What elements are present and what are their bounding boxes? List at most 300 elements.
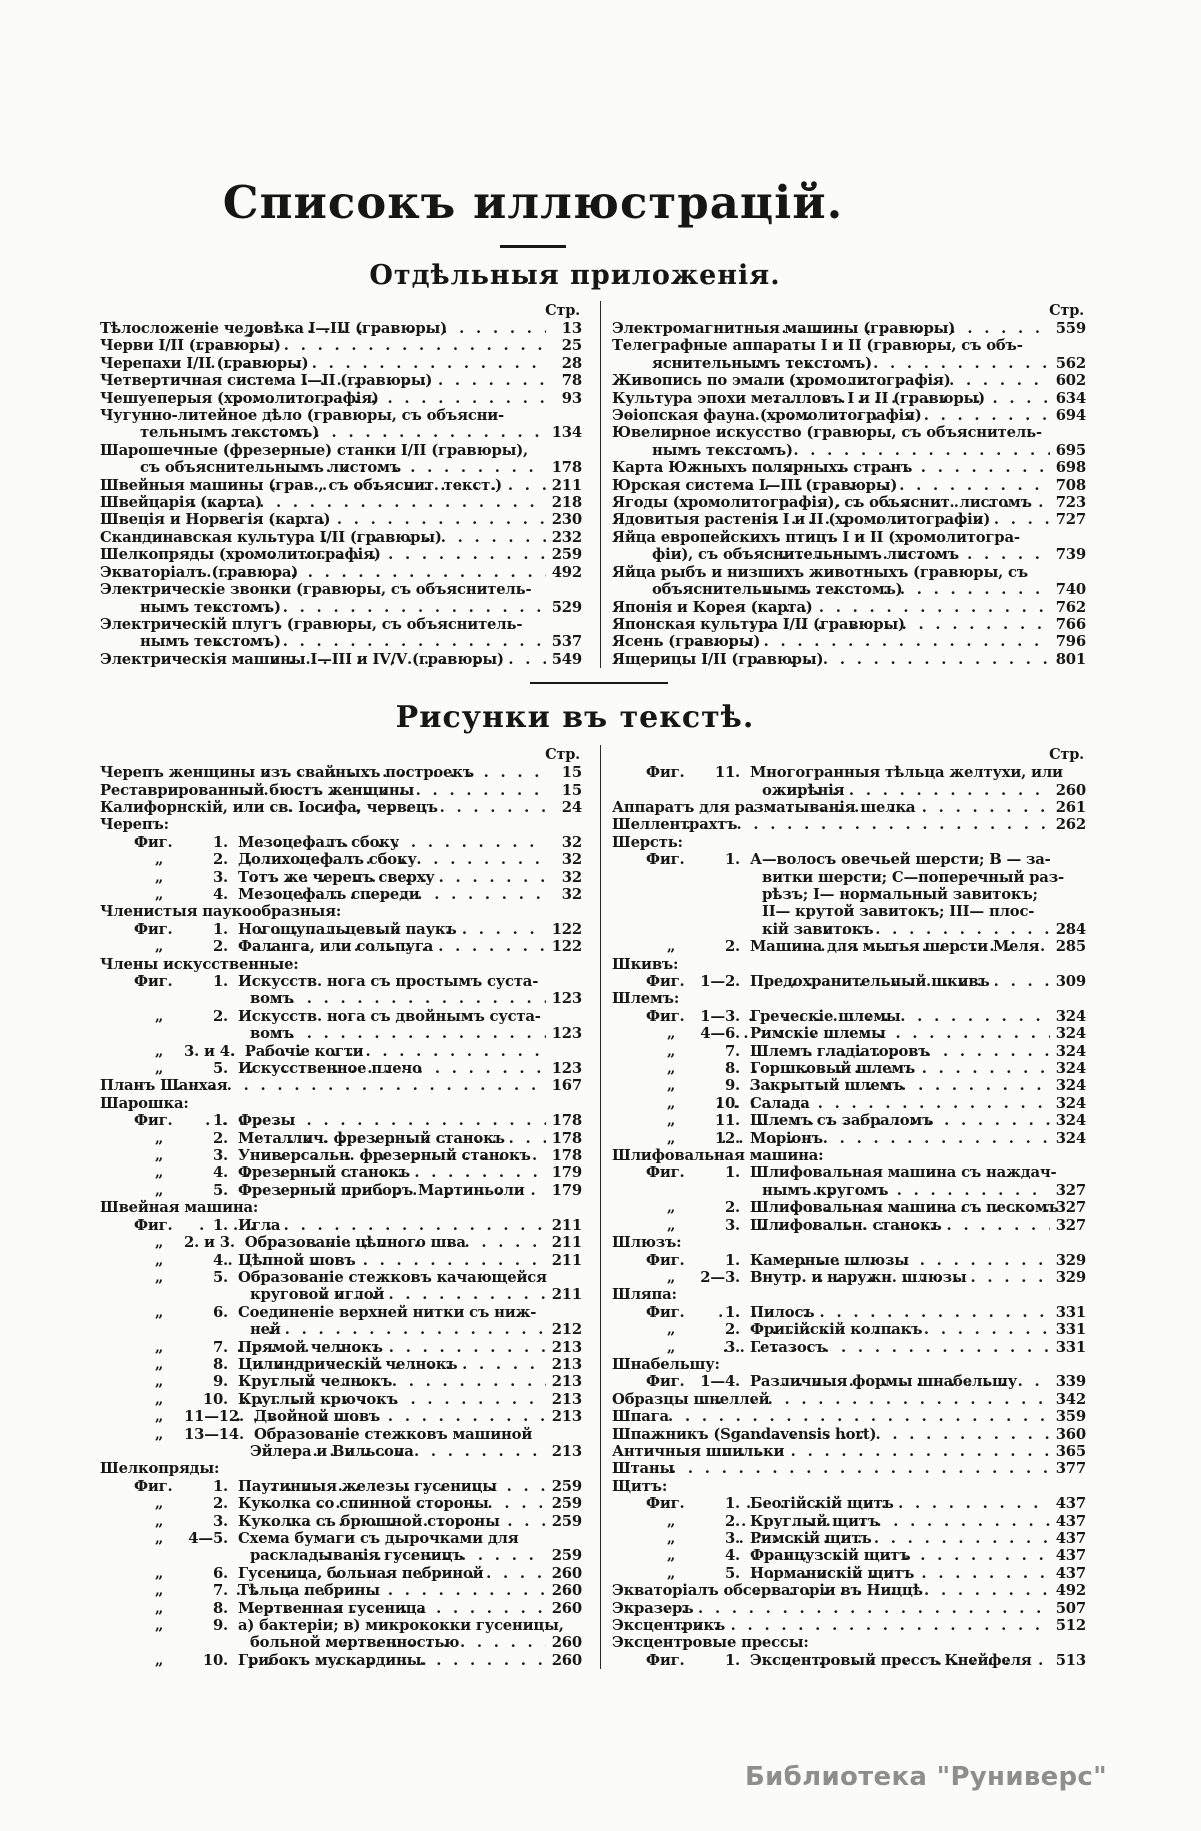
toc-line xyxy=(100,1634,582,1651)
toc-page-number: 437 xyxy=(1055,1564,1086,1582)
toc-label xyxy=(250,1025,294,1043)
toc-page-number: 329 xyxy=(1055,1251,1086,1269)
toc-line xyxy=(612,1025,1086,1042)
toc-entry-text: круговой иглой xyxy=(250,1286,385,1304)
toc-line xyxy=(612,1130,1086,1147)
toc-label xyxy=(612,1651,1032,1669)
toc-list xyxy=(612,320,1086,668)
toc-entry-text: Схема бумаги съ дырочками для xyxy=(238,1530,519,1547)
toc-label xyxy=(612,1060,916,1078)
toc-label xyxy=(100,1060,422,1078)
figure-number: 3. xyxy=(724,1216,740,1234)
dot-leader xyxy=(261,1565,546,1582)
page-title: Списокъ иллюстрацій. xyxy=(222,176,844,229)
dot-leader xyxy=(675,1617,1050,1634)
toc-label xyxy=(100,920,457,938)
toc-entry-text: Швейцарія (карта) xyxy=(100,494,262,512)
figure-prefix: Фиг. xyxy=(646,1495,685,1513)
toc-label xyxy=(612,320,956,337)
dot-leader xyxy=(756,1217,1050,1234)
toc-line xyxy=(100,921,582,938)
figure-prefix: „ xyxy=(666,1216,676,1234)
figure-prefix: „ xyxy=(154,1268,164,1286)
figure-number: 10. xyxy=(202,1390,228,1408)
toc-label xyxy=(100,563,299,581)
toc-page-number: 377 xyxy=(1055,1460,1086,1478)
figure-number: 2. xyxy=(212,938,228,956)
toc-label xyxy=(612,1147,823,1164)
toc-entry-text: Яйца европейскихъ птицъ I и II (хромолитогра- xyxy=(612,528,1020,546)
toc-page-number: 727 xyxy=(1055,511,1086,529)
toc-line xyxy=(612,1339,1086,1356)
toc-label xyxy=(140,633,281,651)
dot-leader xyxy=(758,372,1050,389)
figure-number: 10. xyxy=(202,1651,228,1669)
dot-leader xyxy=(741,1495,1050,1512)
dot-leader xyxy=(738,1025,1050,1042)
toc-entry-text: Французскій щитъ xyxy=(750,1547,911,1565)
dot-leader xyxy=(223,1252,546,1269)
toc-entry-text: раскладыванія гусеницъ xyxy=(250,1547,464,1565)
toc-line xyxy=(100,1252,582,1269)
toc-entry-text: Искусственное плечо xyxy=(238,1060,422,1078)
dot-leader xyxy=(803,921,1050,938)
toc-entry-text: Тотъ же черепъ сверху xyxy=(238,868,435,886)
toc-entry-text: Живопись по эмали (хромолитографія) xyxy=(612,372,951,390)
toc-entry-text: Электрическія машины I—III и IV/V (гравюры) xyxy=(100,650,504,668)
toc-label xyxy=(762,869,1064,886)
toc-entry-text: яснительнымъ текстомъ) xyxy=(652,354,872,372)
toc-line xyxy=(100,1269,582,1286)
toc-line xyxy=(100,599,582,616)
figure-prefix: „ xyxy=(666,1077,676,1095)
figure-number: 8. xyxy=(212,1355,228,1373)
toc-label xyxy=(100,973,538,990)
toc-label xyxy=(100,816,169,833)
toc-page-number: 708 xyxy=(1055,476,1086,494)
toc-entry-text: Чешуеперыя (хромолитографія) xyxy=(100,389,379,407)
toc-label xyxy=(612,764,1063,781)
dot-leader xyxy=(776,546,1050,563)
figure-prefix: „ xyxy=(154,1251,164,1269)
figure-prefix: „ xyxy=(666,938,676,956)
toc-page-number: 260 xyxy=(551,1564,582,1582)
toc-entry-text: Черви I/II (гравюры) xyxy=(100,337,281,355)
toc-label xyxy=(100,1338,383,1356)
toc-label xyxy=(100,1095,189,1112)
toc-line xyxy=(100,1530,582,1547)
figure-prefix: Фиг. xyxy=(646,1164,685,1182)
figure-number: 4. xyxy=(212,885,228,903)
figure-prefix: „ xyxy=(666,1094,676,1112)
figure-prefix: „ xyxy=(154,1408,164,1426)
dot-leader xyxy=(681,816,1050,833)
figure-number: 5. xyxy=(212,1060,228,1078)
toc-label xyxy=(612,1390,770,1408)
toc-entry-text: Фригійскій колпакъ xyxy=(750,1321,923,1339)
toc-page-number: 327 xyxy=(1055,1216,1086,1234)
figure-number: 7. xyxy=(724,1042,740,1060)
toc-label xyxy=(612,1460,675,1478)
toc-label xyxy=(100,1373,393,1391)
figure-number: 5. xyxy=(212,1181,228,1199)
section-1-right-column xyxy=(612,301,1086,668)
toc-entry-text: Шлифовальная машина съ наждач- xyxy=(750,1164,1057,1182)
toc-list xyxy=(612,764,1086,1669)
figure-number: 3. xyxy=(212,868,228,886)
dot-leader xyxy=(267,1130,546,1147)
toc-label xyxy=(612,1164,1056,1181)
dot-leader xyxy=(747,459,1050,476)
toc-label xyxy=(612,337,1023,354)
figure-number: 2—3. xyxy=(700,1268,740,1286)
toc-page-number: 167 xyxy=(551,1077,582,1095)
toc-entry-text: Экваторіалъ обсерваторіи въ Ниццѣ xyxy=(612,1582,923,1600)
toc-label xyxy=(100,1304,536,1321)
toc-entry-text: Горшковый шлемъ xyxy=(750,1060,916,1078)
figure-prefix: Фиг. xyxy=(646,1251,685,1269)
figure-prefix: Фиг. xyxy=(646,1303,685,1321)
toc-entry-text: больной мертвенностью xyxy=(250,1634,460,1652)
toc-label xyxy=(100,1077,228,1095)
toc-line xyxy=(612,1321,1086,1338)
figure-number: 7. xyxy=(212,1582,228,1600)
toc-line xyxy=(100,1356,582,1373)
dot-leader xyxy=(236,1391,546,1408)
toc-page-number: 211 xyxy=(551,1286,582,1304)
toc-group-heading xyxy=(100,903,582,920)
toc-label xyxy=(612,956,678,973)
toc-line xyxy=(612,851,1086,868)
figure-prefix: Фиг. xyxy=(646,764,685,782)
toc-label xyxy=(100,581,531,598)
dot-leader xyxy=(748,799,1050,816)
toc-line xyxy=(612,1304,1086,1321)
dot-leader xyxy=(225,424,546,441)
toc-line xyxy=(100,546,582,563)
dot-leader xyxy=(245,1652,546,1669)
toc-entry-text: тельнымъ текстомъ) xyxy=(140,424,319,442)
dot-leader xyxy=(243,886,546,903)
section-1-columns xyxy=(0,301,1201,668)
toc-page-number: 213 xyxy=(551,1338,582,1356)
figure-number: 9. xyxy=(724,1077,740,1095)
toc-entry-text: рѣзъ; I— нормальный завитокъ; xyxy=(762,885,1038,903)
figure-prefix: „ xyxy=(154,1147,164,1165)
figure-number: 11. xyxy=(714,764,740,782)
toc-entry-text: Ясень (гравюры) xyxy=(612,633,761,651)
toc-label xyxy=(612,372,951,390)
toc-list xyxy=(100,764,582,1669)
toc-label xyxy=(612,407,922,425)
toc-label xyxy=(100,1129,505,1147)
dot-leader xyxy=(759,320,1050,337)
toc-entry-text: ожирѣнія xyxy=(762,781,845,799)
toc-page-number: 762 xyxy=(1055,598,1086,616)
toc-entry-text: Шлифовальная машина съ пескомъ xyxy=(750,1199,1059,1217)
toc-line xyxy=(612,1182,1086,1199)
toc-entry-text: Искусств. нога съ простымъ суста- xyxy=(238,973,539,990)
toc-page-number: 260 xyxy=(551,1634,582,1652)
dot-leader xyxy=(659,1600,1050,1617)
figure-number: 1. xyxy=(724,1495,740,1513)
toc-line xyxy=(612,782,1086,799)
toc-line xyxy=(100,1339,582,1356)
toc-page-number: 324 xyxy=(1055,1112,1086,1130)
dot-leader xyxy=(230,390,546,407)
toc-label xyxy=(762,886,1038,903)
toc-entry-text: Шлифовальная машина: xyxy=(612,1147,824,1165)
toc-line xyxy=(100,886,582,903)
figure-number: 9. xyxy=(212,1373,228,1391)
toc-label xyxy=(100,1181,525,1199)
dot-leader xyxy=(712,599,1050,616)
dot-leader xyxy=(231,1408,546,1425)
figure-prefix: Фиг. xyxy=(646,973,685,990)
toc-entry-text: Ядовитыя растенія I и II (хромолитографіи) xyxy=(612,511,991,529)
toc-page-number: 213 xyxy=(551,1355,582,1373)
toc-page-number: 309 xyxy=(1055,973,1086,990)
toc-line xyxy=(612,477,1086,494)
figure-prefix: „ xyxy=(154,1355,164,1373)
dot-leader xyxy=(210,599,546,616)
toc-label xyxy=(100,1651,427,1669)
toc-label xyxy=(612,1356,720,1373)
toc-page-number: 796 xyxy=(1055,633,1086,651)
figure-number: 2. xyxy=(724,938,740,956)
dot-leader xyxy=(753,1112,1050,1129)
toc-list xyxy=(100,320,582,668)
toc-label xyxy=(100,476,502,494)
dot-leader xyxy=(750,1582,1050,1599)
dot-leader xyxy=(769,973,1050,990)
toc-entry-text: Универсальн. фрезерный станокъ xyxy=(238,1147,531,1165)
toc-label xyxy=(100,650,504,668)
toc-label xyxy=(612,1408,669,1426)
figure-number: 2. и 3. xyxy=(184,1234,235,1252)
toc-page-number: 261 xyxy=(1055,798,1086,816)
toc-entry-text: вомъ xyxy=(250,1025,294,1043)
figure-number: 1—3. xyxy=(700,1007,740,1025)
toc-label xyxy=(100,1477,497,1495)
toc-line xyxy=(612,816,1086,833)
dot-leader xyxy=(744,1077,1050,1094)
dot-leader xyxy=(194,337,546,354)
toc-entry-text: Аппаратъ для разматыванія шелка xyxy=(612,798,916,816)
toc-label xyxy=(250,1442,414,1460)
toc-line xyxy=(612,616,1086,633)
toc-label xyxy=(100,616,522,633)
toc-label xyxy=(612,1199,1059,1217)
toc-entry-text: Грибокъ мускардины. xyxy=(238,1651,427,1669)
toc-page-number: 32 xyxy=(561,851,582,869)
toc-label xyxy=(612,1599,694,1617)
toc-entry-text: нымъ текстомъ) xyxy=(140,633,281,651)
toc-line xyxy=(100,938,582,955)
toc-group-heading xyxy=(612,1147,1086,1164)
figure-number: 5. xyxy=(724,1564,740,1582)
toc-label xyxy=(100,1460,219,1477)
dot-leader xyxy=(786,1199,1050,1216)
dot-leader xyxy=(721,442,1050,459)
toc-page-number: 25 xyxy=(561,337,582,355)
toc-line xyxy=(100,337,582,354)
toc-label xyxy=(612,1042,930,1060)
toc-entry-text: Круглый челнокъ xyxy=(238,1373,393,1391)
toc-label xyxy=(250,990,294,1008)
toc-label xyxy=(652,354,872,372)
toc-label xyxy=(100,407,504,424)
figure-number: 13—14. xyxy=(184,1425,244,1443)
toc-entry-text: Скандинавская культура I/II (гравюры) xyxy=(100,528,442,546)
dot-leader xyxy=(247,372,546,389)
toc-line xyxy=(612,581,1086,598)
toc-line xyxy=(100,1652,582,1669)
toc-page-number: 123 xyxy=(551,990,582,1008)
toc-entry-text: Машина для мытья шерсти Меля xyxy=(750,938,1040,956)
dot-leader xyxy=(649,1460,1050,1477)
toc-label xyxy=(100,1008,541,1025)
toc-line xyxy=(100,407,582,424)
toc-line xyxy=(612,1077,1086,1094)
toc-entry-text: Моріонъ xyxy=(750,1129,823,1147)
toc-page-number: 122 xyxy=(551,938,582,956)
toc-entry-text: Римскій щитъ xyxy=(750,1530,872,1547)
dot-leader xyxy=(237,834,546,851)
toc-entry-text: Шелкопряды (хромолитографія) xyxy=(100,546,381,564)
figure-prefix: „ xyxy=(154,1129,164,1147)
toc-entry-text: Куколка со спинной стороны xyxy=(238,1495,489,1513)
toc-entry-text: витки шерсти; С—поперечный раз- xyxy=(762,868,1064,886)
toc-page-number: 134 xyxy=(551,424,582,442)
toc-entry-text: съ объяснительнымъ листомъ xyxy=(140,459,401,477)
dot-leader xyxy=(268,1025,546,1042)
figure-number: 8. xyxy=(212,1599,228,1617)
toc-label xyxy=(100,1199,258,1216)
toc-entry-text: Японія и Корея (карта) xyxy=(612,598,813,616)
figure-number: 1. xyxy=(212,1477,228,1495)
toc-page-number: 213 xyxy=(551,1373,582,1391)
figure-number: 1. xyxy=(212,1216,228,1234)
toc-label xyxy=(612,494,1032,512)
toc-page-number: 324 xyxy=(1055,1042,1086,1060)
figure-number: 3. xyxy=(212,1512,228,1530)
toc-line xyxy=(100,990,582,1007)
toc-label xyxy=(612,1634,809,1651)
toc-page-number: 324 xyxy=(1055,1129,1086,1147)
figure-prefix: Фиг. xyxy=(646,1373,685,1391)
dot-leader xyxy=(717,651,1051,668)
toc-line xyxy=(100,1217,582,1234)
dot-leader xyxy=(267,651,546,668)
toc-label xyxy=(100,938,434,956)
toc-label xyxy=(612,1234,681,1251)
figure-prefix: Фиг. xyxy=(134,1216,173,1234)
toc-entry-text: Щитъ: xyxy=(612,1477,668,1495)
toc-entry-text: Яйца рыбъ и низшихъ животныхъ (гравюры, съ xyxy=(612,563,1028,581)
figure-prefix: „ xyxy=(666,1060,676,1078)
toc-entry-text: Шпажникъ (Sgandavensis hort) xyxy=(612,1425,877,1443)
toc-entry-text: Круглый крючокъ xyxy=(238,1390,398,1408)
toc-line xyxy=(612,1547,1086,1564)
toc-label xyxy=(612,1530,872,1547)
toc-line xyxy=(100,424,582,441)
toc-label xyxy=(250,1321,281,1339)
toc-entry-text: Шлемъ гладіаторовъ xyxy=(750,1042,930,1060)
toc-page-number: 360 xyxy=(1055,1425,1086,1443)
toc-page-number: 695 xyxy=(1055,441,1086,459)
figure-number: 8. xyxy=(724,1060,740,1078)
toc-entry-text: Ногощупальцевый паукъ xyxy=(238,920,457,938)
toc-line xyxy=(612,337,1086,354)
toc-entry-text: Швеція и Норвегія (карта) xyxy=(100,511,331,529)
dot-leader xyxy=(251,320,546,337)
library-watermark: Библиотека "Руниверс" xyxy=(745,1762,1107,1792)
toc-entry-text: Черепъ: xyxy=(100,816,169,834)
figure-prefix: Фиг. xyxy=(134,1112,173,1130)
toc-page-number: 342 xyxy=(1055,1390,1086,1408)
dot-leader xyxy=(205,355,546,372)
toc-label xyxy=(100,1042,364,1060)
toc-line xyxy=(100,372,582,389)
toc-page-number: 260 xyxy=(551,1599,582,1617)
toc-label xyxy=(762,781,845,799)
toc-label xyxy=(612,1617,725,1635)
toc-label xyxy=(100,1164,410,1182)
toc-page-number: 262 xyxy=(1055,816,1086,834)
toc-label xyxy=(100,1495,489,1513)
toc-page-number: 324 xyxy=(1055,1007,1086,1025)
figure-prefix: Фиг. xyxy=(134,1477,173,1495)
toc-label xyxy=(612,1216,942,1234)
figure-prefix: „ xyxy=(666,1338,676,1356)
figure-number: 6. xyxy=(212,1303,228,1321)
dot-leader xyxy=(308,1443,546,1460)
figure-number: 3. xyxy=(724,1530,740,1547)
figure-number: 4—6. xyxy=(700,1025,740,1043)
toc-group-heading xyxy=(612,834,1086,851)
dot-leader xyxy=(272,1182,546,1199)
figure-prefix: „ xyxy=(154,1617,164,1635)
dot-leader xyxy=(247,938,546,955)
dot-leader xyxy=(171,1077,546,1094)
toc-line xyxy=(612,355,1086,372)
toc-group-heading xyxy=(100,1460,582,1477)
toc-page-number: 212 xyxy=(551,1321,582,1339)
toc-entry-text: Члены искусственные: xyxy=(100,955,299,973)
toc-line xyxy=(612,424,1086,441)
toc-line xyxy=(100,1495,582,1512)
figure-number: 3. xyxy=(724,1338,740,1356)
dot-leader xyxy=(750,1321,1050,1338)
toc-label xyxy=(100,798,438,816)
toc-page-number: 93 xyxy=(561,389,582,407)
toc-label xyxy=(250,1286,385,1304)
toc-label xyxy=(612,650,824,668)
toc-entry-text: Античныя шпильки xyxy=(612,1442,785,1460)
toc-page-number: 32 xyxy=(561,885,582,903)
toc-label xyxy=(100,1599,426,1617)
toc-entry-text: Ювелирное искусство (гравюры, съ объяснитель- xyxy=(612,424,1042,442)
toc-label xyxy=(652,546,959,564)
figure-prefix: „ xyxy=(154,1007,164,1025)
section-2-heading: Рисунки въ текстѣ. xyxy=(395,700,755,736)
toc-line xyxy=(612,1164,1086,1181)
toc-page-number: 766 xyxy=(1055,615,1086,633)
toc-entry-text: Искусств. нога съ двойнымъ суста- xyxy=(238,1007,541,1025)
toc-label xyxy=(612,1425,877,1443)
toc-entry-text: Калифорнскій, или св. Іосифа, червецъ xyxy=(100,798,438,816)
